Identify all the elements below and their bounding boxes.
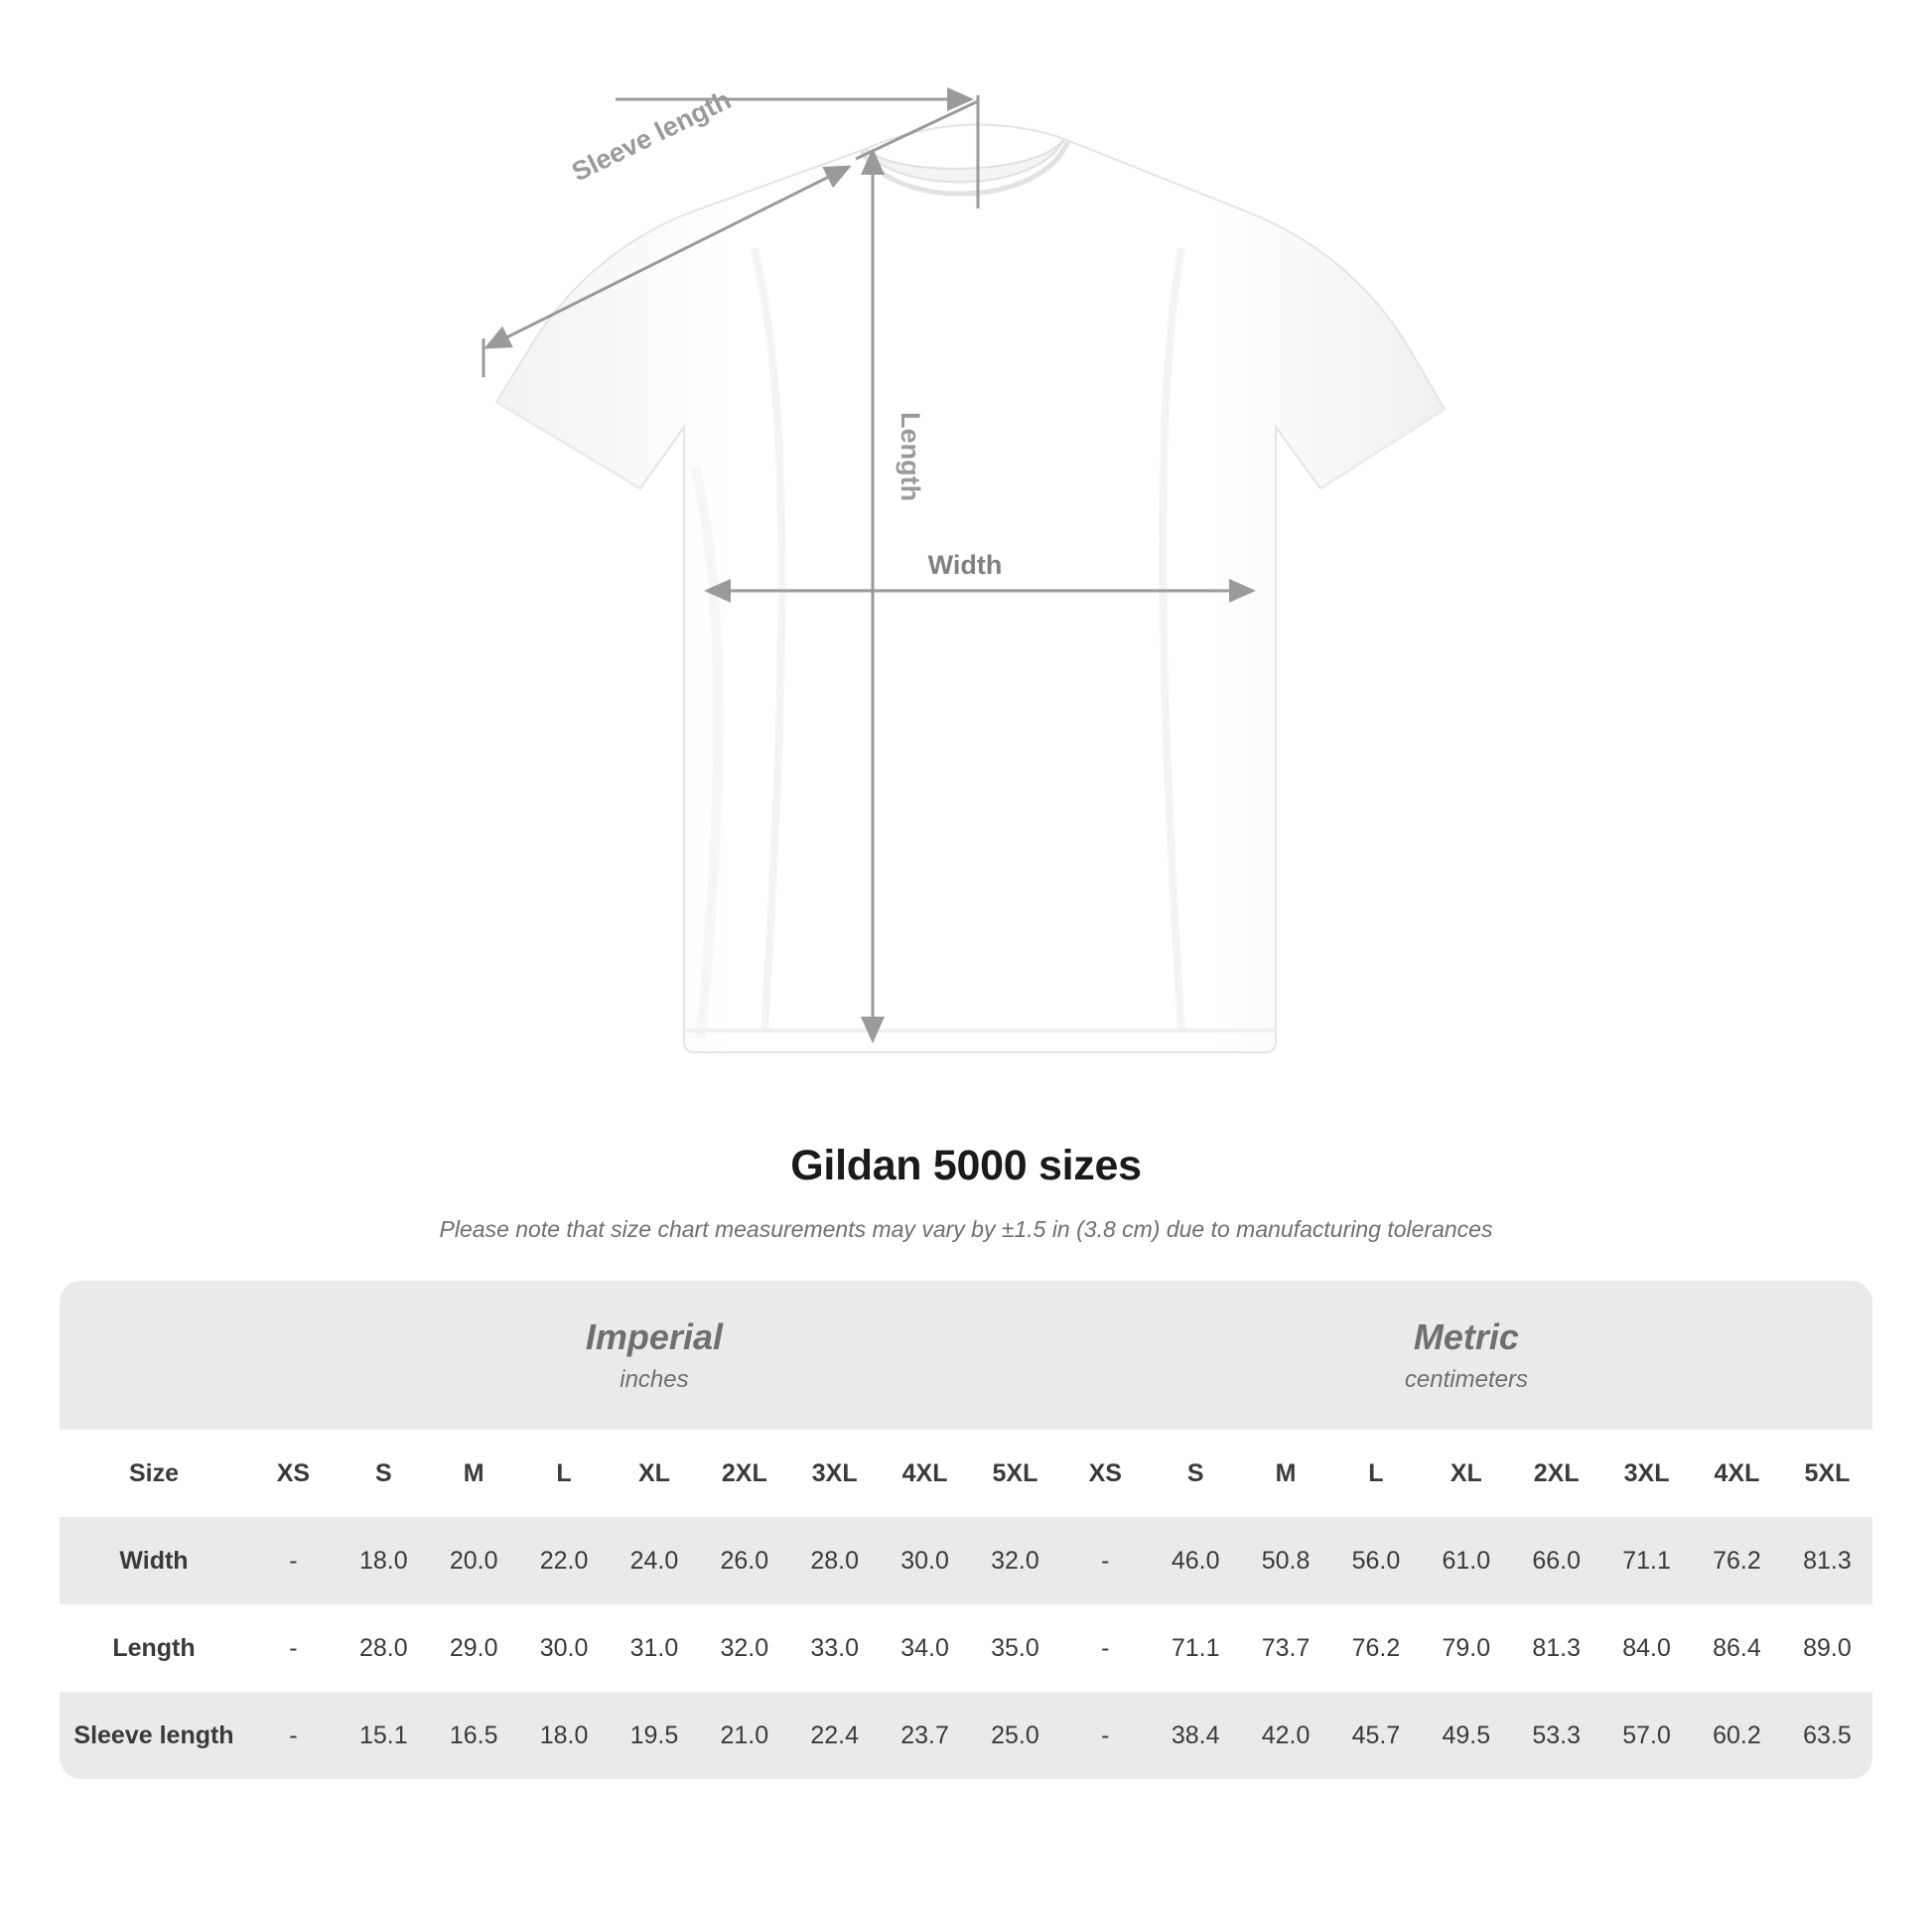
cell-length-metric-3xl: 84.0 <box>1601 1604 1692 1692</box>
cell-sleeve-length-metric-5xl: 63.5 <box>1782 1692 1872 1779</box>
cell-length-imperial-s: 28.0 <box>339 1604 429 1692</box>
unit-header-metric <box>1060 1281 1872 1430</box>
tshirt-shape <box>496 125 1445 1052</box>
unit-header-spacer <box>60 1281 248 1430</box>
cell-sleeve-length-imperial-xs: - <box>248 1692 339 1779</box>
column-header-size: Size <box>60 1430 248 1517</box>
unit-sub-metric: centimeters <box>1404 1366 1528 1393</box>
cell-sleeve-length-metric-xs: - <box>1060 1692 1151 1779</box>
column-header-metric-3xl: 3XL <box>1601 1430 1692 1517</box>
cell-length-metric-s: 71.1 <box>1151 1604 1241 1692</box>
column-header-imperial-m: M <box>429 1430 519 1517</box>
cell-length-imperial-3xl: 33.0 <box>789 1604 880 1692</box>
length-label: Length <box>896 412 925 501</box>
cell-length-metric-xl: 79.0 <box>1421 1604 1511 1692</box>
column-header-imperial-l: L <box>519 1430 610 1517</box>
table-row <box>60 1692 1872 1779</box>
column-header-imperial-5xl: 5XL <box>970 1430 1060 1517</box>
cell-width-imperial-m: 20.0 <box>429 1517 519 1604</box>
cell-length-metric-m: 73.7 <box>1241 1604 1331 1692</box>
column-header-metric-l: L <box>1331 1430 1422 1517</box>
column-header-imperial-xs: XS <box>248 1430 339 1517</box>
column-header-imperial-s: S <box>339 1430 429 1517</box>
cell-length-imperial-xs: - <box>248 1604 339 1692</box>
column-header-metric-s: S <box>1151 1430 1241 1517</box>
cell-sleeve-length-metric-3xl: 57.0 <box>1601 1692 1692 1779</box>
cell-length-metric-2xl: 81.3 <box>1511 1604 1601 1692</box>
cell-length-imperial-m: 29.0 <box>429 1604 519 1692</box>
cell-sleeve-length-imperial-s: 15.1 <box>339 1692 429 1779</box>
cell-sleeve-length-imperial-5xl: 25.0 <box>970 1692 1060 1779</box>
table-row <box>60 1604 1872 1692</box>
cell-length-imperial-5xl: 35.0 <box>970 1604 1060 1692</box>
unit-header-row <box>60 1281 1872 1430</box>
size-header-row <box>60 1430 1872 1517</box>
sleeve-length-label: Sleeve length <box>567 84 736 188</box>
unit-header-imperial <box>248 1281 1060 1430</box>
column-header-imperial-2xl: 2XL <box>699 1430 789 1517</box>
cell-width-metric-3xl: 71.1 <box>1601 1517 1692 1604</box>
table-body <box>60 1517 1872 1779</box>
cell-width-metric-5xl: 81.3 <box>1782 1517 1872 1604</box>
cell-sleeve-length-metric-xl: 49.5 <box>1421 1692 1511 1779</box>
cell-width-imperial-xs: - <box>248 1517 339 1604</box>
row-header-sleeve-length: Sleeve length <box>60 1692 248 1779</box>
cell-width-metric-xs: - <box>1060 1517 1151 1604</box>
row-header-width: Width <box>60 1517 248 1604</box>
cell-width-metric-4xl: 76.2 <box>1692 1517 1782 1604</box>
cell-width-metric-m: 50.8 <box>1241 1517 1331 1604</box>
cell-width-metric-xl: 61.0 <box>1421 1517 1511 1604</box>
cell-sleeve-length-imperial-3xl: 22.4 <box>789 1692 880 1779</box>
column-header-metric-5xl: 5XL <box>1782 1430 1872 1517</box>
unit-sub-imperial: inches <box>620 1366 689 1393</box>
cell-sleeve-length-imperial-2xl: 21.0 <box>699 1692 789 1779</box>
cell-sleeve-length-imperial-4xl: 23.7 <box>880 1692 970 1779</box>
cell-length-imperial-l: 30.0 <box>519 1604 610 1692</box>
size-chart-table <box>60 1281 1872 1779</box>
cell-sleeve-length-imperial-xl: 19.5 <box>610 1692 700 1779</box>
measurement-note: Please note that size chart measurements may vary by ±1.5 in (3.8 cm) due to manufacturing tolerances <box>439 1216 1493 1242</box>
cell-sleeve-length-imperial-l: 18.0 <box>519 1692 610 1779</box>
page-title: Gildan 5000 sizes <box>790 1142 1142 1189</box>
row-header-length: Length <box>60 1604 248 1692</box>
column-header-metric-xs: XS <box>1060 1430 1151 1517</box>
cell-length-metric-4xl: 86.4 <box>1692 1604 1782 1692</box>
cell-width-imperial-xl: 24.0 <box>610 1517 700 1604</box>
cell-sleeve-length-metric-m: 42.0 <box>1241 1692 1331 1779</box>
cell-width-imperial-2xl: 26.0 <box>699 1517 789 1604</box>
column-header-imperial-4xl: 4XL <box>880 1430 970 1517</box>
cell-sleeve-length-metric-l: 45.7 <box>1331 1692 1422 1779</box>
table-row <box>60 1517 1872 1604</box>
cell-width-metric-s: 46.0 <box>1151 1517 1241 1604</box>
cell-width-imperial-4xl: 30.0 <box>880 1517 970 1604</box>
column-header-metric-xl: XL <box>1421 1430 1511 1517</box>
cell-length-metric-5xl: 89.0 <box>1782 1604 1872 1692</box>
cell-sleeve-length-metric-2xl: 53.3 <box>1511 1692 1601 1779</box>
cell-sleeve-length-imperial-m: 16.5 <box>429 1692 519 1779</box>
cell-width-metric-l: 56.0 <box>1331 1517 1422 1604</box>
cell-width-imperial-s: 18.0 <box>339 1517 429 1604</box>
column-header-metric-m: M <box>1241 1430 1331 1517</box>
cell-sleeve-length-metric-s: 38.4 <box>1151 1692 1241 1779</box>
size-chart-table-wrap <box>60 1281 1872 1779</box>
cell-width-imperial-5xl: 32.0 <box>970 1517 1060 1604</box>
unit-name-imperial: Imperial <box>585 1316 723 1357</box>
table-head <box>60 1281 1872 1517</box>
column-header-imperial-xl: XL <box>610 1430 700 1517</box>
column-header-metric-4xl: 4XL <box>1692 1430 1782 1517</box>
cell-length-imperial-4xl: 34.0 <box>880 1604 970 1692</box>
cell-length-imperial-xl: 31.0 <box>610 1604 700 1692</box>
column-header-imperial-3xl: 3XL <box>789 1430 880 1517</box>
cell-length-metric-xs: - <box>1060 1604 1151 1692</box>
column-header-metric-2xl: 2XL <box>1511 1430 1601 1517</box>
cell-length-imperial-2xl: 32.0 <box>699 1604 789 1692</box>
cell-width-imperial-l: 22.0 <box>519 1517 610 1604</box>
cell-width-imperial-3xl: 28.0 <box>789 1517 880 1604</box>
cell-length-metric-l: 76.2 <box>1331 1604 1422 1692</box>
cell-width-metric-2xl: 66.0 <box>1511 1517 1601 1604</box>
unit-name-metric: Metric <box>1413 1316 1519 1357</box>
cell-sleeve-length-metric-4xl: 60.2 <box>1692 1692 1782 1779</box>
chart-title-block <box>0 1142 1932 1243</box>
width-label: Width <box>927 550 1003 580</box>
